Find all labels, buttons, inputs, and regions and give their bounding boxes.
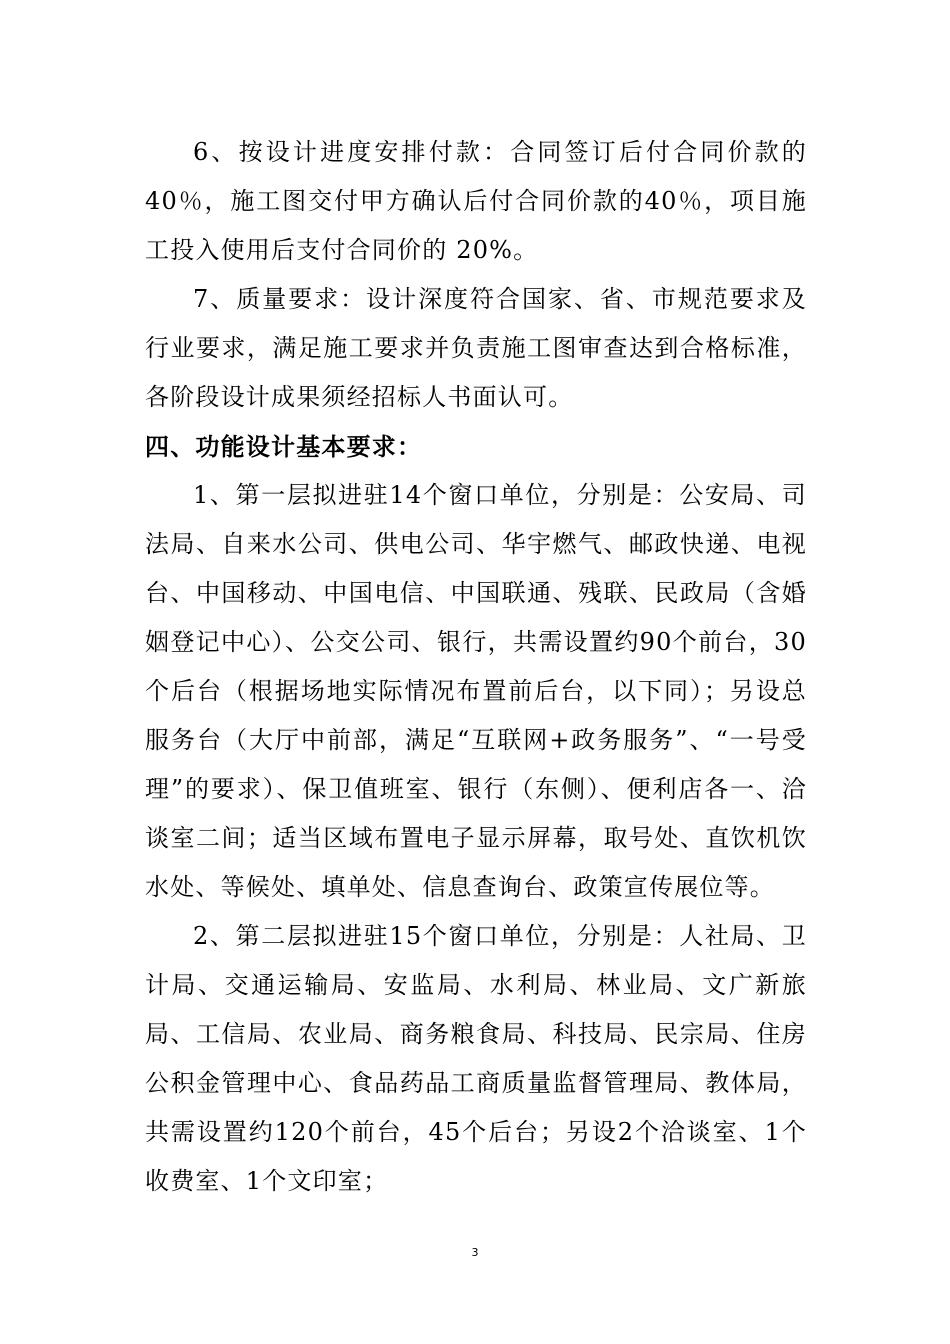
paragraph-payment-terms: 6、按设计进度安排付款：合同签订后付合同价款的40％，施工图交付甲方确认后付合同价款的40％，项目施工投入使用后支付合同价的 20%。 [145, 138, 807, 264]
paragraph-first-floor: 1、第一层拟进驻14个窗口单位，分别是：公安局、司法局、自来水公司、供电公司、华宇燃气、邮政快递、电视台、中国移动、中国电信、中国联通、残联、民政局（含婚姻登记中心）、公交公司、银行，共需设置约90个前台，30个后台（根据场地实际情况布置前后台，以下同）；另设总服务台（大厅中前部，满足“互联网+政务服务”、“一号受理”的要求）、保卫值班室、银行（东侧）、便利店各一、洽谈室二间；适当区域布置电子显示屏幕，取号处、直饮机饮水处、等候处、填单处、信息查询台、政策宣传展位等。 [145, 481, 807, 901]
paragraph-quality-requirements: 7、质量要求：设计深度符合国家、省、市规范要求及行业要求，满足施工要求并负责施工图审查达到合格标准，各阶段设计成果须经招标人书面认可。 [145, 285, 807, 411]
page-number: 3 [471, 1246, 479, 1259]
paragraph-second-floor: 2、第二层拟进驻15个窗口单位，分别是：人社局、卫计局、交通运输局、安监局、水利局、林业局、文广新旅局、工信局、农业局、商务粮食局、科技局、民宗局、住房公积金管理中心、食品药品工商质量监督管理局、教体局，共需设置约120个前台，45个后台；另设2个洽谈室、1个收费室、1个文印室； [145, 922, 807, 1195]
section-heading: 四、功能设计基本要求： [145, 432, 423, 461]
document-body [145, 128, 807, 1206]
